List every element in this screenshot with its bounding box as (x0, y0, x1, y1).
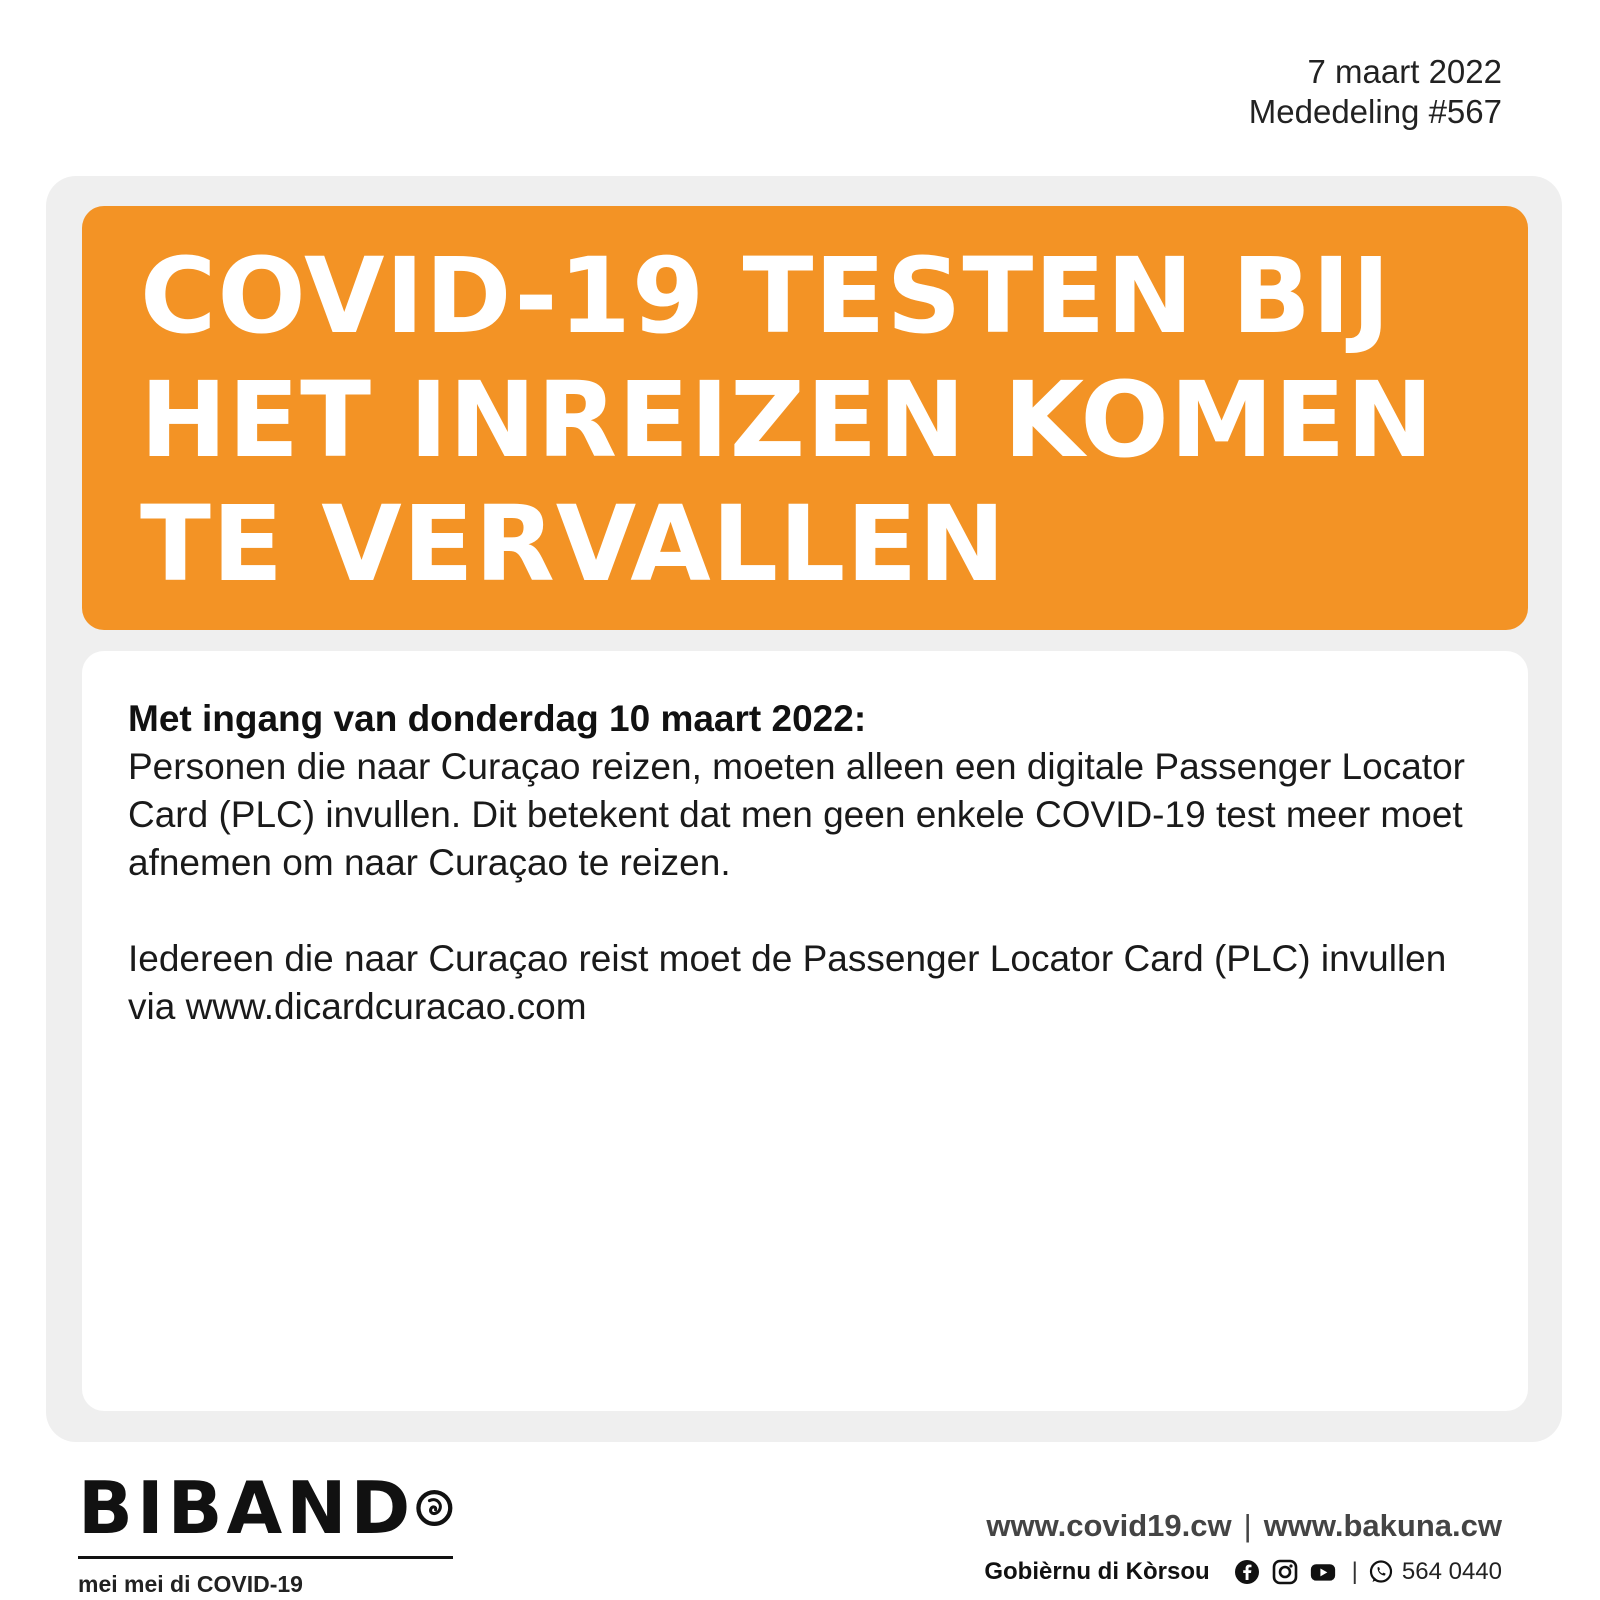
link-separator: | (1243, 1508, 1252, 1543)
effective-date-lead: Met ingang van donderdag 10 maart 2022: (128, 698, 867, 739)
logo-wordmark-text: BIBAND (78, 1466, 415, 1550)
notice-number: Mededeling #567 (1248, 93, 1502, 130)
footer-contact-row (984, 1557, 1502, 1587)
logo-divider (78, 1556, 453, 1559)
youtube-icon[interactable] (1310, 1559, 1336, 1585)
logo-wordmark (78, 1466, 453, 1550)
headline (140, 234, 1520, 606)
paragraph-plc-website: Iedereen die naar Curaçao reist moet de Passenger Locator Card (PLC) invullen via www.dicardcuracao.com (128, 938, 1447, 1027)
swirl-o-icon (416, 1477, 453, 1539)
headline-line-3: TE VERVALLEN (140, 483, 1007, 605)
notice-date: 7 maart 2022 (1307, 53, 1502, 90)
headline-line-1: COVID-19 TESTEN BIJ (140, 235, 1392, 357)
bakuna-link[interactable]: www.bakuna.cw (1263, 1508, 1502, 1543)
whatsapp-icon (1368, 1559, 1394, 1585)
headline-line-2: HET INREIZEN KOMEN (140, 359, 1435, 481)
headline-banner (82, 206, 1528, 630)
government-name: Gobièrnu di Kòrsou (984, 1558, 1210, 1585)
paragraph-plc-requirement: Personen die naar Curaçao reizen, moeten alleen een digitale Passenger Locator Card (PLC) invullen. Dit betekent dat men geen enkele COVID-19 test meer moet afnemen om naar Curaçao te reizen. (128, 746, 1465, 883)
body-panel (82, 651, 1528, 1411)
instagram-icon[interactable] (1272, 1559, 1298, 1585)
bibando-logo (78, 1466, 453, 1598)
phone-number[interactable]: 564 0440 (1401, 1558, 1502, 1585)
footer (984, 1507, 1502, 1587)
facebook-icon[interactable] (1234, 1559, 1260, 1585)
footer-links (984, 1507, 1502, 1545)
phone-separator: | (1351, 1558, 1358, 1585)
notice-meta (1249, 52, 1502, 132)
paragraph-spacer (128, 887, 1488, 935)
covid19-link[interactable]: www.covid19.cw (986, 1508, 1232, 1543)
logo-tagline: mei mei di COVID-19 (78, 1571, 303, 1597)
body-text (128, 695, 1488, 1031)
